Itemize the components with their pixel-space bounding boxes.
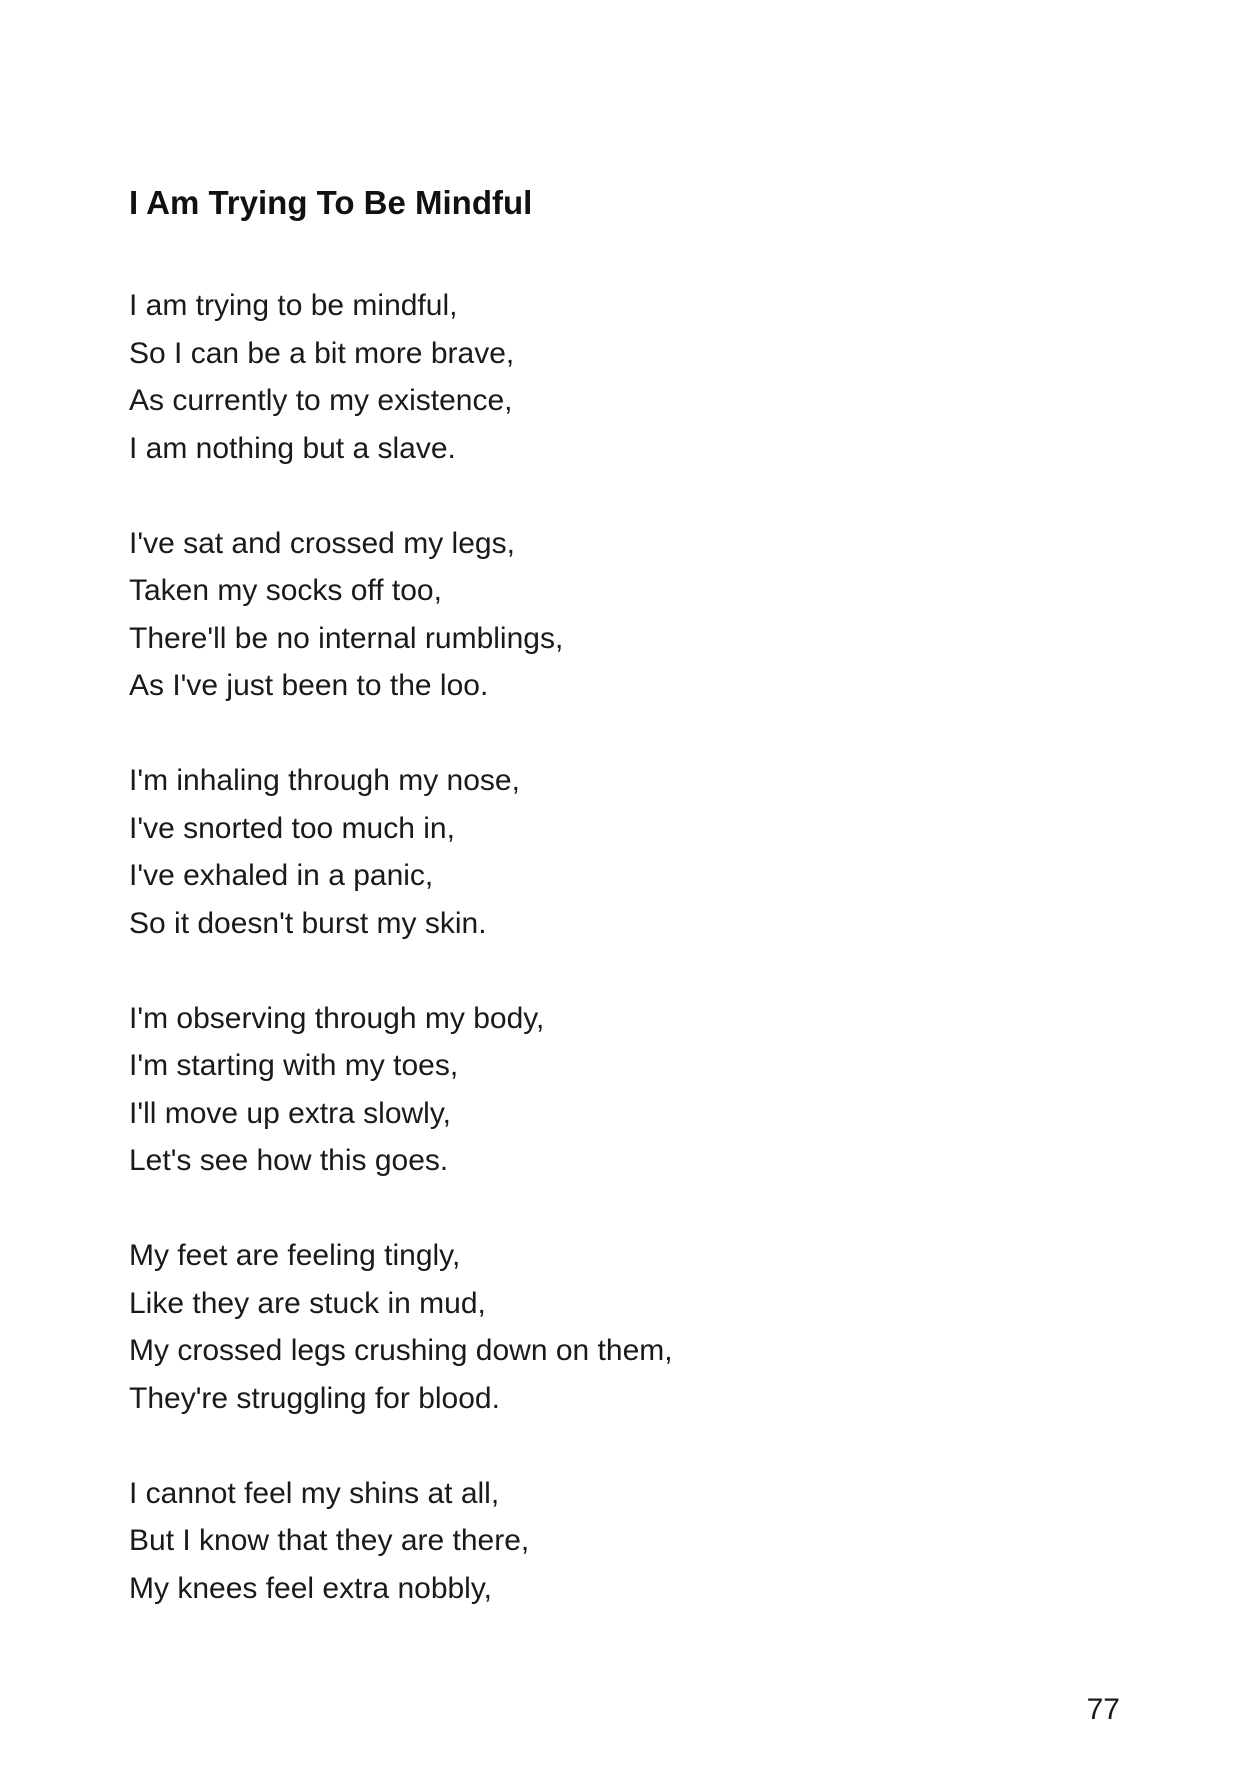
poem-line: I am nothing but a slave. xyxy=(129,431,456,465)
poem-line: As currently to my existence, xyxy=(129,384,513,417)
stanza-5 xyxy=(129,1232,673,1422)
stanza-6 xyxy=(129,1470,673,1613)
poem-body xyxy=(129,282,673,1660)
poem-line: So I can be a bit more brave, xyxy=(129,336,515,370)
poem-line: As I've just been to the loo. xyxy=(129,669,489,702)
poem-line: They're struggling for blood. xyxy=(129,1381,500,1415)
poem-line: I'm observing through my body, xyxy=(129,1001,545,1035)
poem-line: I am trying to be mindful, xyxy=(129,289,458,322)
poem-line: My knees feel extra nobbly, xyxy=(129,1571,492,1605)
poem-line: I've sat and crossed my legs, xyxy=(129,526,515,560)
poem-line: I'm starting with my toes, xyxy=(129,1049,459,1082)
poem-line: But I know that they are there, xyxy=(129,1524,530,1557)
poem-line: My crossed legs crushing down on them, xyxy=(129,1334,673,1367)
poem-line: There'll be no internal rumblings, xyxy=(129,621,564,655)
poem-line: I've snorted too much in, xyxy=(129,811,455,845)
stanza-2 xyxy=(129,520,673,710)
poem-line: I'll move up extra slowly, xyxy=(129,1096,451,1130)
page-number: 77 xyxy=(1086,1693,1120,1726)
poem-line: Taken my socks off too, xyxy=(129,574,442,607)
poem-title: I Am Trying To Be Mindful xyxy=(129,184,533,221)
poem-line: My feet are feeling tingly, xyxy=(129,1239,461,1272)
poem-line: Like they are stuck in mud, xyxy=(129,1286,486,1320)
poem-line: I've exhaled in a panic, xyxy=(129,859,434,892)
stanza-4 xyxy=(129,995,673,1185)
poem-line: I cannot feel my shins at all, xyxy=(129,1476,500,1510)
poem-line: Let's see how this goes. xyxy=(129,1144,449,1177)
poem-line: I'm inhaling through my nose, xyxy=(129,764,520,797)
stanza-3 xyxy=(129,757,673,947)
poem-line: So it doesn't burst my skin. xyxy=(129,906,487,940)
stanza-1 xyxy=(129,282,673,472)
